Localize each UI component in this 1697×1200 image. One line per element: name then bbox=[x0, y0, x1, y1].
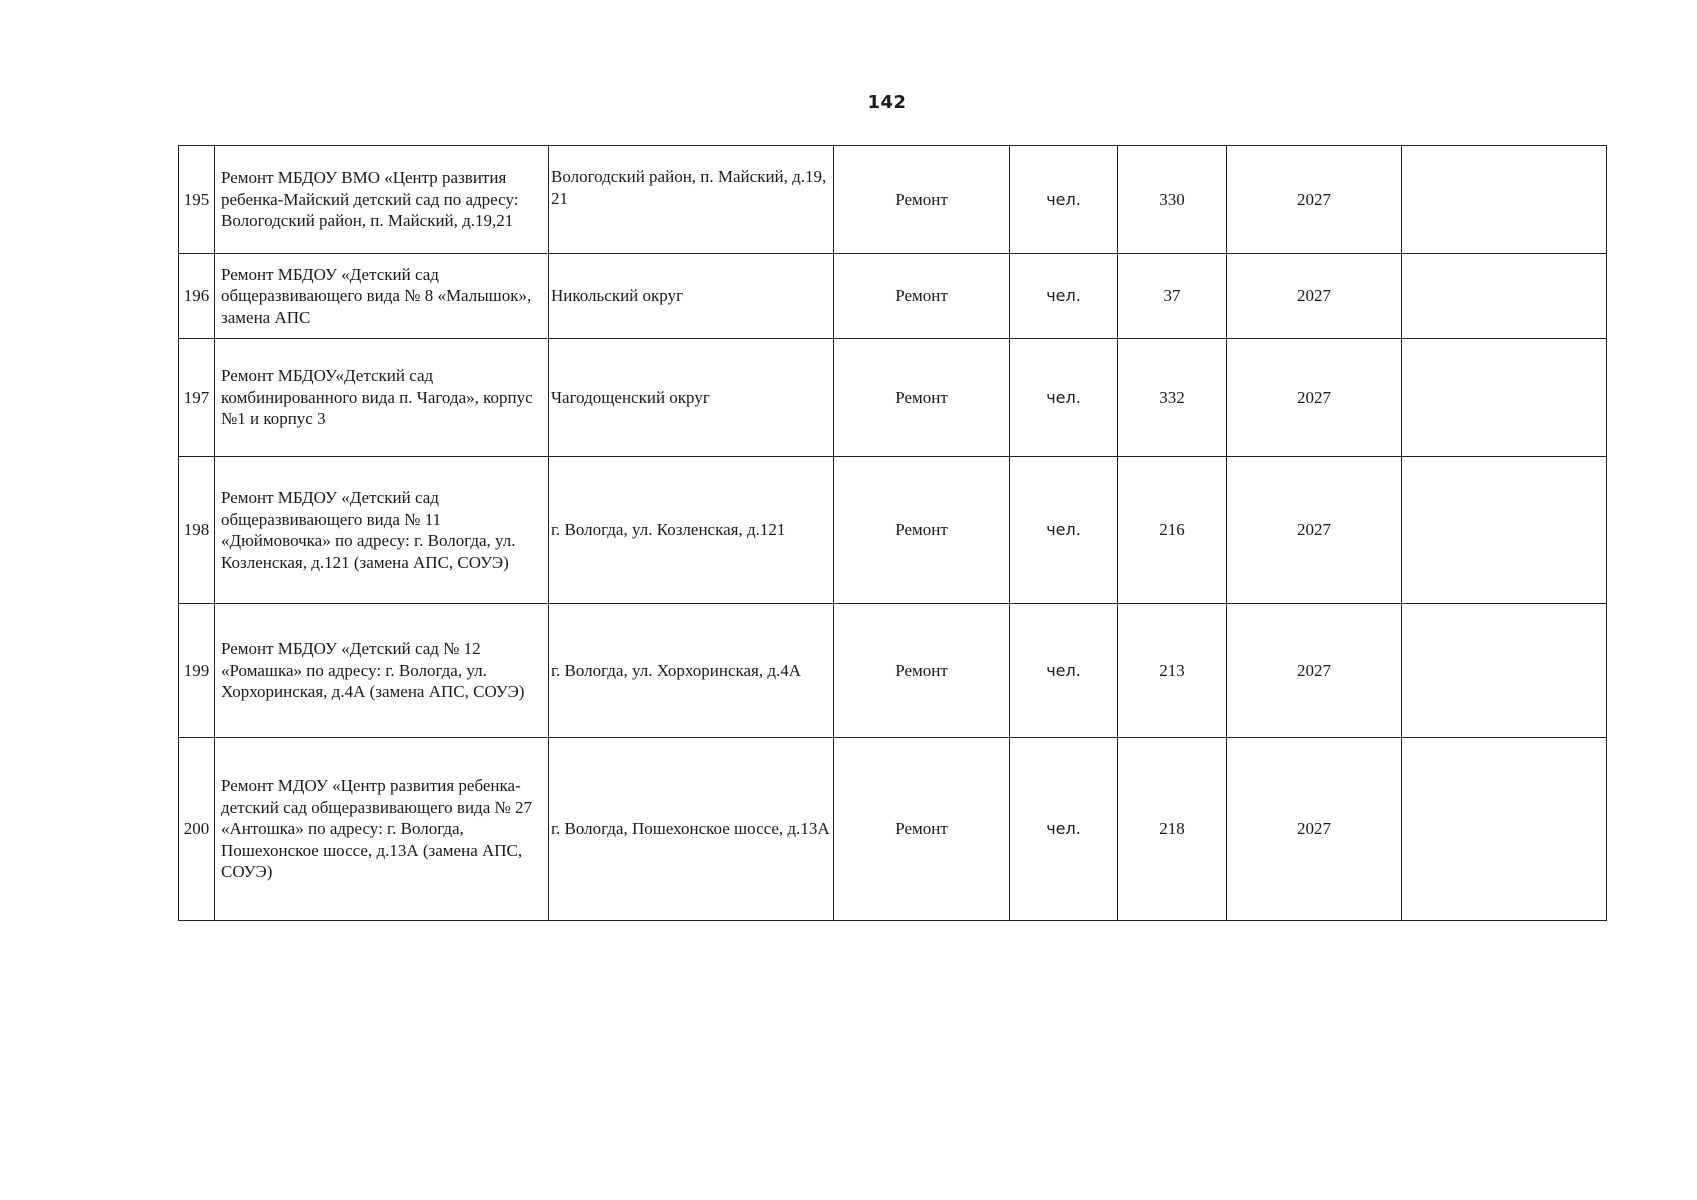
unit: чел. bbox=[1010, 339, 1118, 457]
quantity: 218 bbox=[1118, 738, 1227, 921]
work-type: Ремонт bbox=[834, 738, 1010, 921]
object-address: Никольский округ bbox=[549, 254, 834, 339]
work-type: Ремонт bbox=[834, 604, 1010, 738]
object-name: Ремонт МБДОУ «Детский сад № 12 «Ромашка» по адресу: г. Вологда, ул. Хорхоринская, д.4А (замена АПС, СОУЭ) bbox=[215, 604, 549, 738]
row-number: 196 bbox=[179, 254, 215, 339]
year: 2027 bbox=[1227, 339, 1402, 457]
unit: чел. bbox=[1010, 738, 1118, 921]
object-address: г. Вологда, ул. Козленская, д.121 bbox=[549, 457, 834, 604]
year: 2027 bbox=[1227, 457, 1402, 604]
unit: чел. bbox=[1010, 254, 1118, 339]
object-name: Ремонт МДОУ «Центр развития ребенка-детский сад общеразвивающего вида № 27 «Антошка» по адресу: г. Вологда, Пошехонское шоссе, д.13А (замена АПС, СОУЭ) bbox=[215, 738, 549, 921]
row-number: 199 bbox=[179, 604, 215, 738]
unit: чел. bbox=[1010, 146, 1118, 254]
work-type: Ремонт bbox=[834, 254, 1010, 339]
quantity: 332 bbox=[1118, 339, 1227, 457]
table-row bbox=[179, 339, 1607, 457]
object-address: Вологодский район, п. Майский, д.19, 21 bbox=[549, 146, 834, 254]
unit: чел. bbox=[1010, 604, 1118, 738]
extra-cell bbox=[1402, 254, 1607, 339]
object-address: г. Вологда, ул. Хорхоринская, д.4А bbox=[549, 604, 834, 738]
row-number: 195 bbox=[179, 146, 215, 254]
year: 2027 bbox=[1227, 254, 1402, 339]
work-type: Ремонт bbox=[834, 457, 1010, 604]
object-address: Чагодощенский округ bbox=[549, 339, 834, 457]
table-row bbox=[179, 457, 1607, 604]
table-row bbox=[179, 604, 1607, 738]
object-name: Ремонт МБДОУ «Детский сад общеразвивающего вида № 11 «Дюймовочка» по адресу: г. Вологда, ул. Козленская, д.121 (замена АПС, СОУЭ) bbox=[215, 457, 549, 604]
table-row bbox=[179, 738, 1607, 921]
year: 2027 bbox=[1227, 738, 1402, 921]
extra-cell bbox=[1402, 339, 1607, 457]
table-row bbox=[179, 254, 1607, 339]
row-number: 200 bbox=[179, 738, 215, 921]
quantity: 330 bbox=[1118, 146, 1227, 254]
row-number: 198 bbox=[179, 457, 215, 604]
extra-cell bbox=[1402, 146, 1607, 254]
object-name: Ремонт МБДОУ «Детский сад общеразвивающего вида № 8 «Малышок», замена АПС bbox=[215, 254, 549, 339]
extra-cell bbox=[1402, 738, 1607, 921]
object-name: Ремонт МБДОУ«Детский сад комбинированного вида п. Чагода», корпус №1 и корпус 3 bbox=[215, 339, 549, 457]
work-type: Ремонт bbox=[834, 339, 1010, 457]
quantity: 37 bbox=[1118, 254, 1227, 339]
year: 2027 bbox=[1227, 146, 1402, 254]
year: 2027 bbox=[1227, 604, 1402, 738]
object-address: г. Вологда, Пошехонское шоссе, д.13А bbox=[549, 738, 834, 921]
objects-table bbox=[178, 145, 1607, 921]
extra-cell bbox=[1402, 457, 1607, 604]
object-name: Ремонт МБДОУ ВМО «Центр развития ребенка-Майский детский сад по адресу: Вологодский район, п. Майский, д.19,21 bbox=[215, 146, 549, 254]
extra-cell bbox=[1402, 604, 1607, 738]
row-number: 197 bbox=[179, 339, 215, 457]
table-row bbox=[179, 146, 1607, 254]
unit: чел. bbox=[1010, 457, 1118, 604]
quantity: 216 bbox=[1118, 457, 1227, 604]
page-number: 142 bbox=[867, 92, 907, 113]
quantity: 213 bbox=[1118, 604, 1227, 738]
work-type: Ремонт bbox=[834, 146, 1010, 254]
